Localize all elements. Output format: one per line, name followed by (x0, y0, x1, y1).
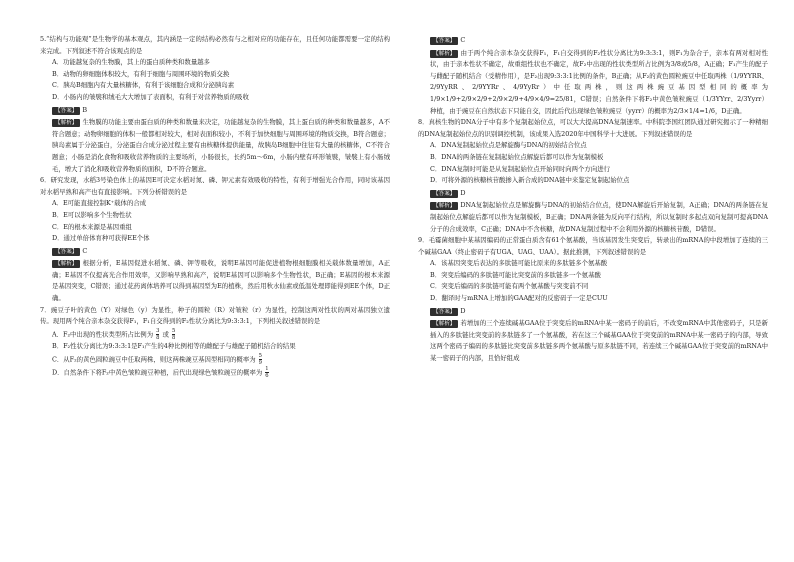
answer-value: C (82, 246, 88, 255)
question-8-stem: 8．真核生物的DNA分子中有多个复制起始位点，可以大大提高DNA复制速率。中科院李国红团队通过研究揭示了一种精细的DNA复制起始位点的识别调控机制，该成果入选2020年中国科学十大进展。下列叙述错误的是 (418, 118, 768, 138)
analysis-label: 【解析】 (52, 260, 80, 268)
question-5-option-a: A．功能越复杂的生物膜，其上的蛋白质种类和数量越多 (52, 58, 210, 67)
question-5-analysis (40, 117, 390, 175)
question-8-option-b: B．DNA的两条链在复制起始位点解旋后都可以作为复制模板 (430, 152, 604, 161)
fraction-numerator: 5 (258, 352, 262, 359)
option-text: 或 (162, 330, 169, 339)
option-text: A．F₂中出现的性状类型所占比例为 (52, 330, 154, 339)
question-8-option-d: D．可将外源的核糖核苷酸掺入新合成的DNA链中来鉴定复制起始位点 (430, 176, 630, 185)
question-5-option-d: D．小肠内的皱襞和绒毛大大增加了表面积，有利于对营养物质的吸收 (52, 92, 249, 101)
option-text: D．自然条件下将F₂中黄色皱粒豌豆种植，后代出现绿色皱粒豌豆的概率为 (52, 368, 263, 377)
analysis-text: 根据分析，E基因促进水稻氮、磷、钾等吸收，说明E基因可能促进植物根细胞膜相关载体数量增加，A正确；E基因不仅提高光合作用效率，又影响早熟和高产，说明E基因可以影响多个生物性状，B正确；E基因的根本来源是基因突变，C错误；通过花药离体培养可以得到基因型为E的植株，然后用秋水仙素或低温处理即能得到EE个体，D正确。 (52, 259, 390, 303)
fraction-numerator: 5 (171, 327, 176, 334)
answer-value: C (460, 36, 466, 44)
question-8-option-c: C．DNA复制时可能是从复制起始位点开始同时向两个方向进行 (430, 164, 610, 173)
answer-label: 【答案】 (52, 248, 80, 256)
question-7-option-d (40, 366, 390, 379)
fraction-numerator: 1 (265, 365, 269, 372)
question-6-option-a: A．E可能直接控制K⁺载体的合成 (52, 199, 147, 208)
question-6-stem: 6．研究发现，水稻3号染色体上的基因E可决定水稻对氮、磷、钾元素有效吸收的特性，有利于增强光合作用，同时该基因对水稻早熟和高产也有直接影响。下列分析错误的是 (40, 176, 390, 196)
question-5-option-b: B．动物的卵细胞体积较大，有利于细胞与周围环境的物质交换 (52, 69, 230, 78)
question-8-analysis (418, 200, 768, 235)
question-9-option-c: C．突变后编码的多肽链可能有两个氨基酸与突变前不同 (430, 282, 589, 291)
question-9-option-a: A．该基因突变后表达的多肽链可能比原来的多肽链多个氨基酸 (430, 259, 608, 268)
fraction-denominator: 9 (258, 359, 262, 366)
question-7-option-b: B．F₂性状分离比为9:3:3:1是F₁产生的4种比例相等的雌配子与雄配子随机结合的结果 (52, 341, 296, 350)
answer-label: 【答案】 (430, 308, 458, 316)
fraction-numerator: 3 (156, 327, 160, 334)
answer-label: 【答案】 (430, 190, 458, 198)
analysis-text: 由于两个纯合亲本杂交获得F₁，F₁自交得到的F₂性状分离比为9:3:3:1，则F₁为杂合子，亲本有两对相对性状，由于亲本性状不确定，故重组性状也不确定，故F₂中出现的性状类型所占比例为3/8或5/8，A正确；F₁产生的配子与雌配子随机结合（受精作用），是F₂出现9:3:3:1比例的条件，B正确；从F₂的黄色圆粒豌豆中任取两株（1/9YYRR、2/9YyRR、2/9YYRr、4/9YyRr）中任取两株，则这两株豌豆基因型相同的概率为1/9×1/9+2/9×2/9+2/9×2/9+4/9×4/9=25/81，C错误；自然条件下将F₂中黄色皱粒豌豆（1/3YYrr、2/3Yyrr）种植，由于豌豆在自然状态下只能自交，因此后代出现绿色皱粒豌豆（yyrr）的概率为2/3×1/4=1/6，D正确。 (430, 48, 768, 115)
fraction (259, 353, 262, 366)
question-6-option-b: B．E可以影响多个生物性状 (52, 210, 132, 219)
question-6-option-d: D．通过单倍体育种可获得EE个体 (52, 234, 150, 243)
answer-value: B (82, 105, 88, 114)
fraction (156, 328, 159, 341)
question-7-analysis (418, 48, 768, 118)
question-8-answer (418, 188, 768, 200)
analysis-text: 若增加的三个连续碱基GAA位于突变后的mRNA中某一密码子的前后，不改变mRNA中其他密码子，只是新插入的多肽链比突变前的多肽链多了一个氨基酸，若在这三个碱基GAA位于突变前的mRNA中某一密码子的内部，导致这两个密码子编码的多肽链比突变前多肽链多两个氨基酸与原多肽链不同，若连续三个碱基GAA位于突变前的mRNA中某一密码子的内部，且恰好组成 (430, 319, 768, 363)
left-column (40, 34, 390, 379)
question-7-option-c (40, 353, 390, 366)
option-text: C．从F₂的黄色圆粒豌豆中任取两株，则这两株豌豆基因型相同的概率为 (52, 355, 256, 364)
analysis-text: DNA复制起始位点是解旋酶与DNA的初始结合位点，使DNA解旋后开始复制，A正确；DNA的两条链在复制起始位点解旋后都可以作为复制模板，B正确；DNA两条链为反向平行结构，所以复制时多起点双向复制可提高DNA分子的合成效率，C正确；DNA中不含核糖，故DNA复制过程中不会利用外源的核糖核苷酸，D错误。 (430, 201, 768, 233)
analysis-text: 生物膜的功能主要由蛋白质的种类和数量来决定，功能越复杂的生物膜，其上蛋白质的种类和数量越多，A不符合题意；动物卵细胞的体积一般都相对较大，相对表面积较小，不利于加快细胞与周围环境的物质交换，B符合题意；胰岛素属于分泌蛋白，分泌蛋白合成分泌过程主要有由核糖体提供能量，故胰岛B细胞中往往有大量的核糖体，C不符合题意；小肠是消化食物和吸收营养物质的主要场所，小肠很长，长约5m～6m，小肠内壁有环形皱襞，皱襞上有小肠绒毛，增大了消化和吸收营养物质的面积，D不符合题意。 (52, 118, 390, 173)
fraction-denominator: 6 (265, 372, 269, 379)
question-9-option-d: D．翻译时与mRNA上增加的GAA配对的反密码子一定是CUU (430, 294, 608, 303)
question-7-answer (418, 35, 768, 47)
question-9-option-b: B．突变后编码的多肽链可能比突变前的多肽链多一个氨基酸 (430, 270, 601, 279)
question-9-answer (418, 306, 768, 318)
answer-value: D (460, 188, 466, 197)
right-column (418, 34, 768, 365)
analysis-label: 【解析】 (430, 202, 458, 210)
question-5-answer (40, 105, 390, 117)
fraction (172, 328, 175, 341)
fraction (265, 366, 268, 379)
analysis-label: 【解析】 (52, 119, 80, 127)
answer-label: 【答案】 (430, 37, 458, 45)
analysis-label: 【解析】 (430, 320, 458, 328)
question-8-option-a: A．DNA复制起始位点是解旋酶与DNA的初始结合位点 (430, 141, 587, 150)
answer-value: D (460, 306, 466, 315)
question-6-answer (40, 246, 390, 258)
question-6-analysis (40, 258, 390, 304)
question-7-option-a (40, 328, 390, 341)
question-5-stem: 5.“结构与功能观”是生物学的基本观点，其内涵是一定的结构必然有与之相对应的功能存在，且任何功能都需要一定的结构来完成。下列叙述不符合该观点的是 (40, 35, 390, 55)
question-5-option-c: C．胰岛B细胞内有大量核糖体，有利于该细胞合成和分泌胰岛素 (52, 81, 235, 90)
answer-label: 【答案】 (52, 107, 80, 115)
question-9-analysis (418, 318, 768, 364)
fraction-denominator: 8 (156, 334, 160, 341)
fraction-denominator: 8 (171, 334, 176, 341)
analysis-label: 【解析】 (430, 50, 458, 58)
question-6-option-c: C．E的根本来源是基因重组 (52, 222, 132, 231)
question-7-stem: 7．豌豆子叶的黄色（Y）对绿色（y）为显性，种子的圆粒（R）对皱粒（r）为显性，控制这两对性状的两对基因独立遗传。现用两个纯合亲本杂交获得F₁，F₁自交得到的F₂性状分离比为9:3:3:1，下列相关叙述错误的是 (40, 305, 390, 326)
question-9-stem: 9．毛霉菌细胞中某基因编码的正常蛋白质含有61个氨基酸，当该基因发生突变后，转录出的mRNA的中段增加了连续的三个碱基GAA（终止密码子有UGA、UAG、UAA）。据此推测，下列叙述错误的是 (418, 236, 768, 256)
